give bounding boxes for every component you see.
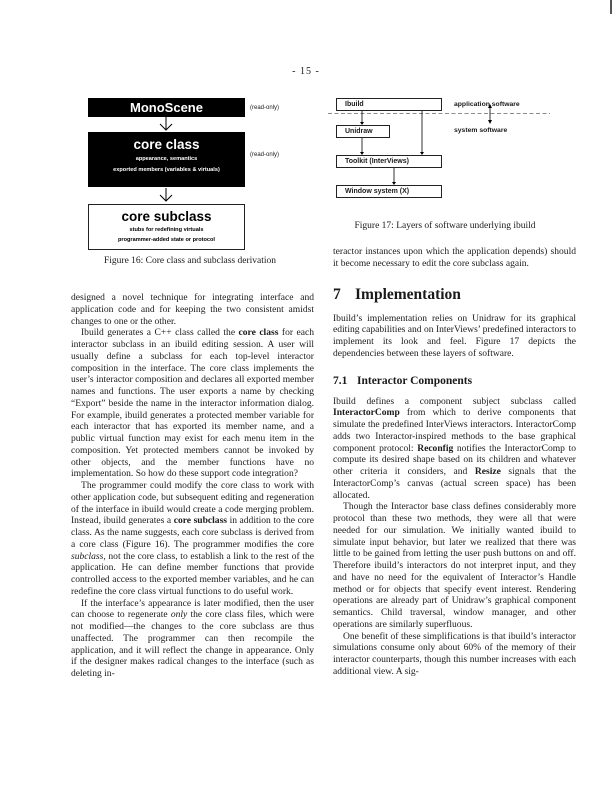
paragraph: Ibuild defines a component subject subclass called InteractorComp from which to derive components that simulate the predefined InterViews interactors. InteractorComp adds two Interactor-inspired methods to the base graphical component protocol: Reconfig notifies the InteractorComp to compute its desired shape based on its children and whatever other criteria it considers, and Resize signals that the InteractorComp’s canvas (actual screen space) has been allocated.	[333, 395, 576, 501]
paragraph: designed a novel technique for integrating interface and application code and for keeping the two consistent amidst changes to one or the other.	[71, 292, 314, 327]
figure-17-caption: Figure 17: Layers of software underlying ibuild	[354, 221, 536, 231]
read-only-annotation: (read-only)	[250, 105, 280, 111]
page-number: - 15 -	[292, 66, 320, 77]
core-subclass-line1: stubs for redefining virtuals	[129, 227, 204, 233]
left-text-column	[71, 292, 314, 680]
core-class-box	[88, 132, 245, 187]
layer-ibuild: Ibuild	[336, 98, 442, 111]
figure-16-caption: Figure 16: Core class and subclass derivation	[103, 256, 277, 266]
layer-unidraw: Unidraw	[336, 125, 390, 138]
paragraph: teractor instances upon which the application depends) should it become necessary to edit the core subclass again.	[333, 246, 576, 269]
core-subclass-line2: programmer-added state or protocol	[118, 237, 215, 243]
core-subclass-box	[88, 204, 245, 250]
system-software-label: system software	[454, 127, 508, 134]
right-text-column	[333, 246, 576, 678]
paragraph: Ibuild’s implementation relies on Unidraw for its graphical editing capabilities and on InterViews’ predefined interactors to implement its look and feel. Figure 17 depicts the dependencies between these layers of software.	[333, 312, 576, 359]
read-only-annotation: (read-only)	[250, 152, 280, 158]
paragraph: Ibuild generates a C++ class called the core class for each interactor subclass in an ibuild editing session. A user will usually define a subclass for each top-level interactor composition in the interface. The core class implements the user’s interactor composition and declares all exported member names and functions. The user exports a name by checking “Export” beside the name in the interactor information dialog. For example, ibuild generates a protected member variable for each interactor that has exported its member name, and a public virtual function may exist for each menu item in the composition. Yet protected members cannot be invoked by other objects, and the member functions have no implementation. So how do these support code integration?	[71, 327, 314, 480]
paragraph: The programmer could modify the core class to work with other application code, but subsequent editing and regeneration of the interface in ibuild would create a code merging problem. Instead, ibuild generates a core subclass in addition to the core class. As the name suggests, each core subclass is derived from a core class (Figure 16). The programmer modifies the core subclass, not the core class, to establish a link to the rest of the application. He can define member functions that provide controlled access to the exported member variables, and he can redefine the core class virtual functions to do useful work.	[71, 480, 314, 597]
layer-toolkit: Toolkit (InterViews)	[336, 155, 442, 168]
section-heading-7: 7 Implementation	[333, 285, 461, 303]
core-class-line2: exported members (variables & virtuals)	[113, 167, 220, 173]
monoscene-box: MonoScene	[88, 98, 245, 117]
section-heading-7-1: 7.1 Interactor Components	[333, 374, 473, 387]
core-subclass-title: core subclass	[121, 209, 212, 224]
paragraph: One benefit of these simplifications is that ibuild’s interactor simulations consume only about 60% of the memory of their interactor counterparts, though this number increases with each additional view. A sig-	[333, 630, 576, 677]
core-class-line1: appearance, semantics	[135, 156, 198, 162]
figure-16-diagram	[88, 98, 308, 248]
application-software-label: application software	[454, 101, 520, 108]
figure-17-diagram	[336, 98, 546, 218]
paragraph: If the interface’s appearance is later modified, then the user can choose to regenerate only the core class files, which were not modified—the changes to the core subclass are thus unaffected. The programmer can then recompile the application, and it will reflect the change in appearance. Only if the designer makes radical changes to the interface (such as deleting in-	[71, 597, 314, 679]
down-arrow-icon	[159, 188, 173, 202]
paragraph: Though the Interactor base class defines considerably more protocol than these two methods, they were all that were needed for our simulation. We initially wanted ibuild to simulate input behavior, but later we realized that there was little to be gained from letting the user push buttons on and off. Therefore ibuild’s interactors do not interpret input, and they and have no need for the equivalent of Interactor’s Handle method or for objects that specify event interest. Rendering operations are already part of Unidraw’s graphical component semantics. Child traversal, window manager, and other operations are similarly superfluous.	[333, 501, 576, 630]
down-arrow-icon	[159, 117, 173, 131]
core-class-title: core class	[133, 137, 200, 152]
layer-window-system: Window system (X)	[336, 185, 442, 198]
